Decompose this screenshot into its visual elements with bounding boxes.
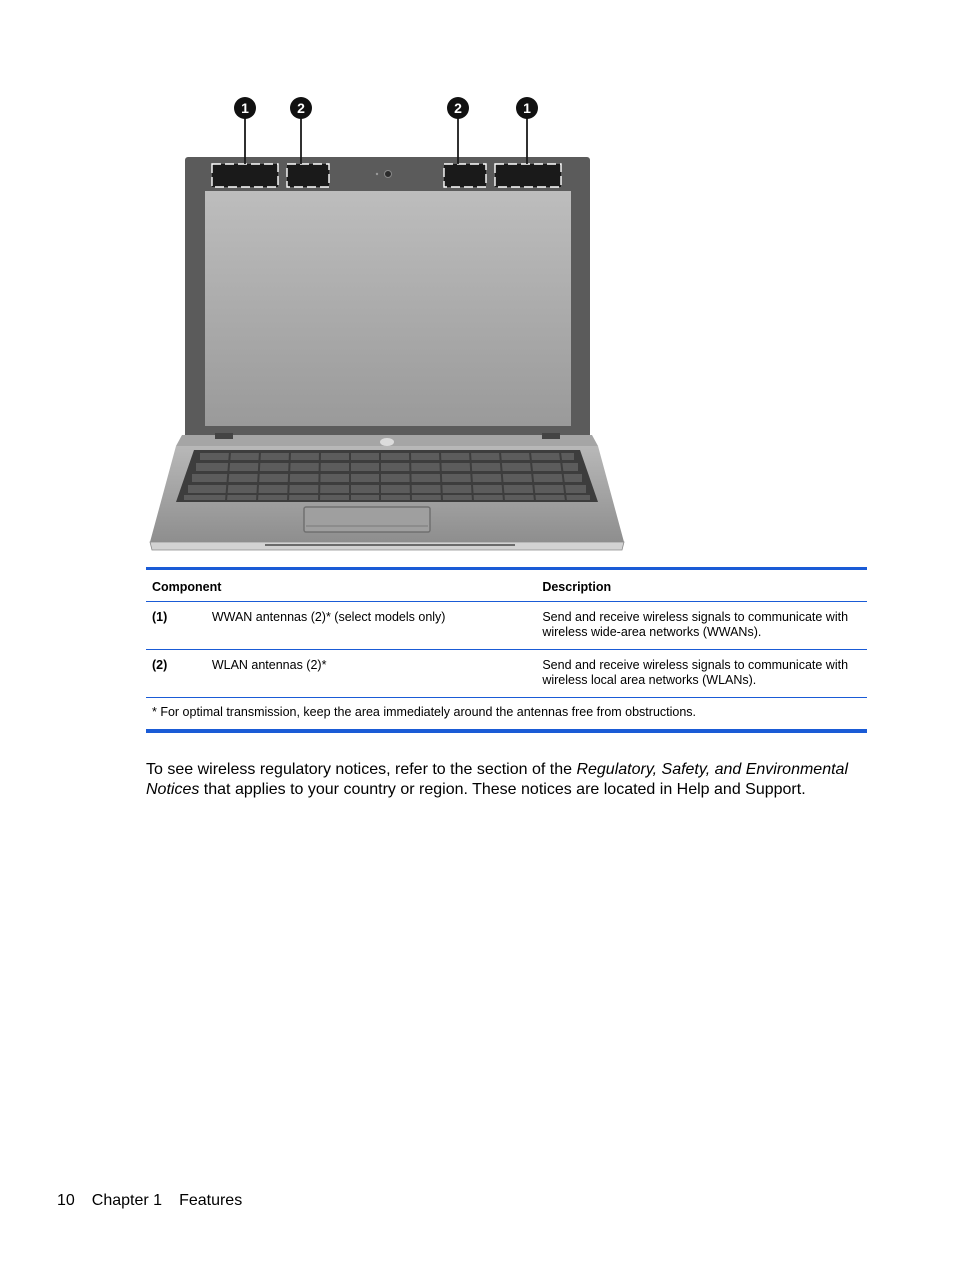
table-header-row xyxy=(146,569,867,602)
touchpad xyxy=(304,507,430,532)
table-row xyxy=(146,602,867,650)
paragraph-text: that applies to your country or region. These notices are located in Help and Support. xyxy=(199,781,806,798)
component-name: WLAN antennas (2)* xyxy=(206,650,537,698)
component-header: Component xyxy=(146,569,536,602)
display-screen xyxy=(205,191,571,426)
component-name: WWAN antennas (2)* (select models only) xyxy=(206,602,537,650)
callout-1-left xyxy=(234,97,256,119)
callout-2-right xyxy=(447,97,469,119)
component-table xyxy=(146,567,867,733)
row-number: (2) xyxy=(146,650,206,698)
logo-mark xyxy=(380,438,394,446)
laptop-figure xyxy=(140,90,640,560)
svg-text:2: 2 xyxy=(297,100,305,116)
svg-text:1: 1 xyxy=(241,100,249,116)
document-title-italic: Regulatory, Safety, and Environmental Notices xyxy=(146,761,848,798)
page-footer xyxy=(57,1192,259,1210)
page-number: 10 xyxy=(57,1192,75,1209)
table-footnote: * For optimal transmission, keep the area immediately around the antennas free from obstructions. xyxy=(152,705,697,719)
svg-text:1: 1 xyxy=(523,100,531,116)
callout-1-right xyxy=(516,97,538,119)
row-number: (1) xyxy=(146,602,206,650)
description-header: Description xyxy=(536,569,867,602)
regulatory-notice-paragraph xyxy=(146,760,866,800)
table-row xyxy=(146,650,867,698)
webcam-icon xyxy=(385,171,392,178)
paragraph-text: To see wireless regulatory notices, refer to the section of the xyxy=(146,761,577,778)
component-description: Send and receive wireless signals to communicate with wireless wide-area networks (WWANs). xyxy=(536,602,867,650)
component-description: Send and receive wireless signals to communicate with wireless local area networks (WLANs). xyxy=(536,650,867,698)
wlan-antenna-left xyxy=(287,164,329,187)
wwan-antenna-left xyxy=(212,164,278,187)
svg-text:2: 2 xyxy=(454,100,462,116)
wlan-antenna-right xyxy=(444,164,486,187)
callout-2-left xyxy=(290,97,312,119)
wwan-antenna-right xyxy=(495,164,561,187)
table-footnote-row xyxy=(146,698,867,732)
chapter-title: Features xyxy=(179,1192,243,1209)
chapter-label: Chapter 1 xyxy=(91,1192,163,1209)
laptop-illustration xyxy=(140,90,640,560)
